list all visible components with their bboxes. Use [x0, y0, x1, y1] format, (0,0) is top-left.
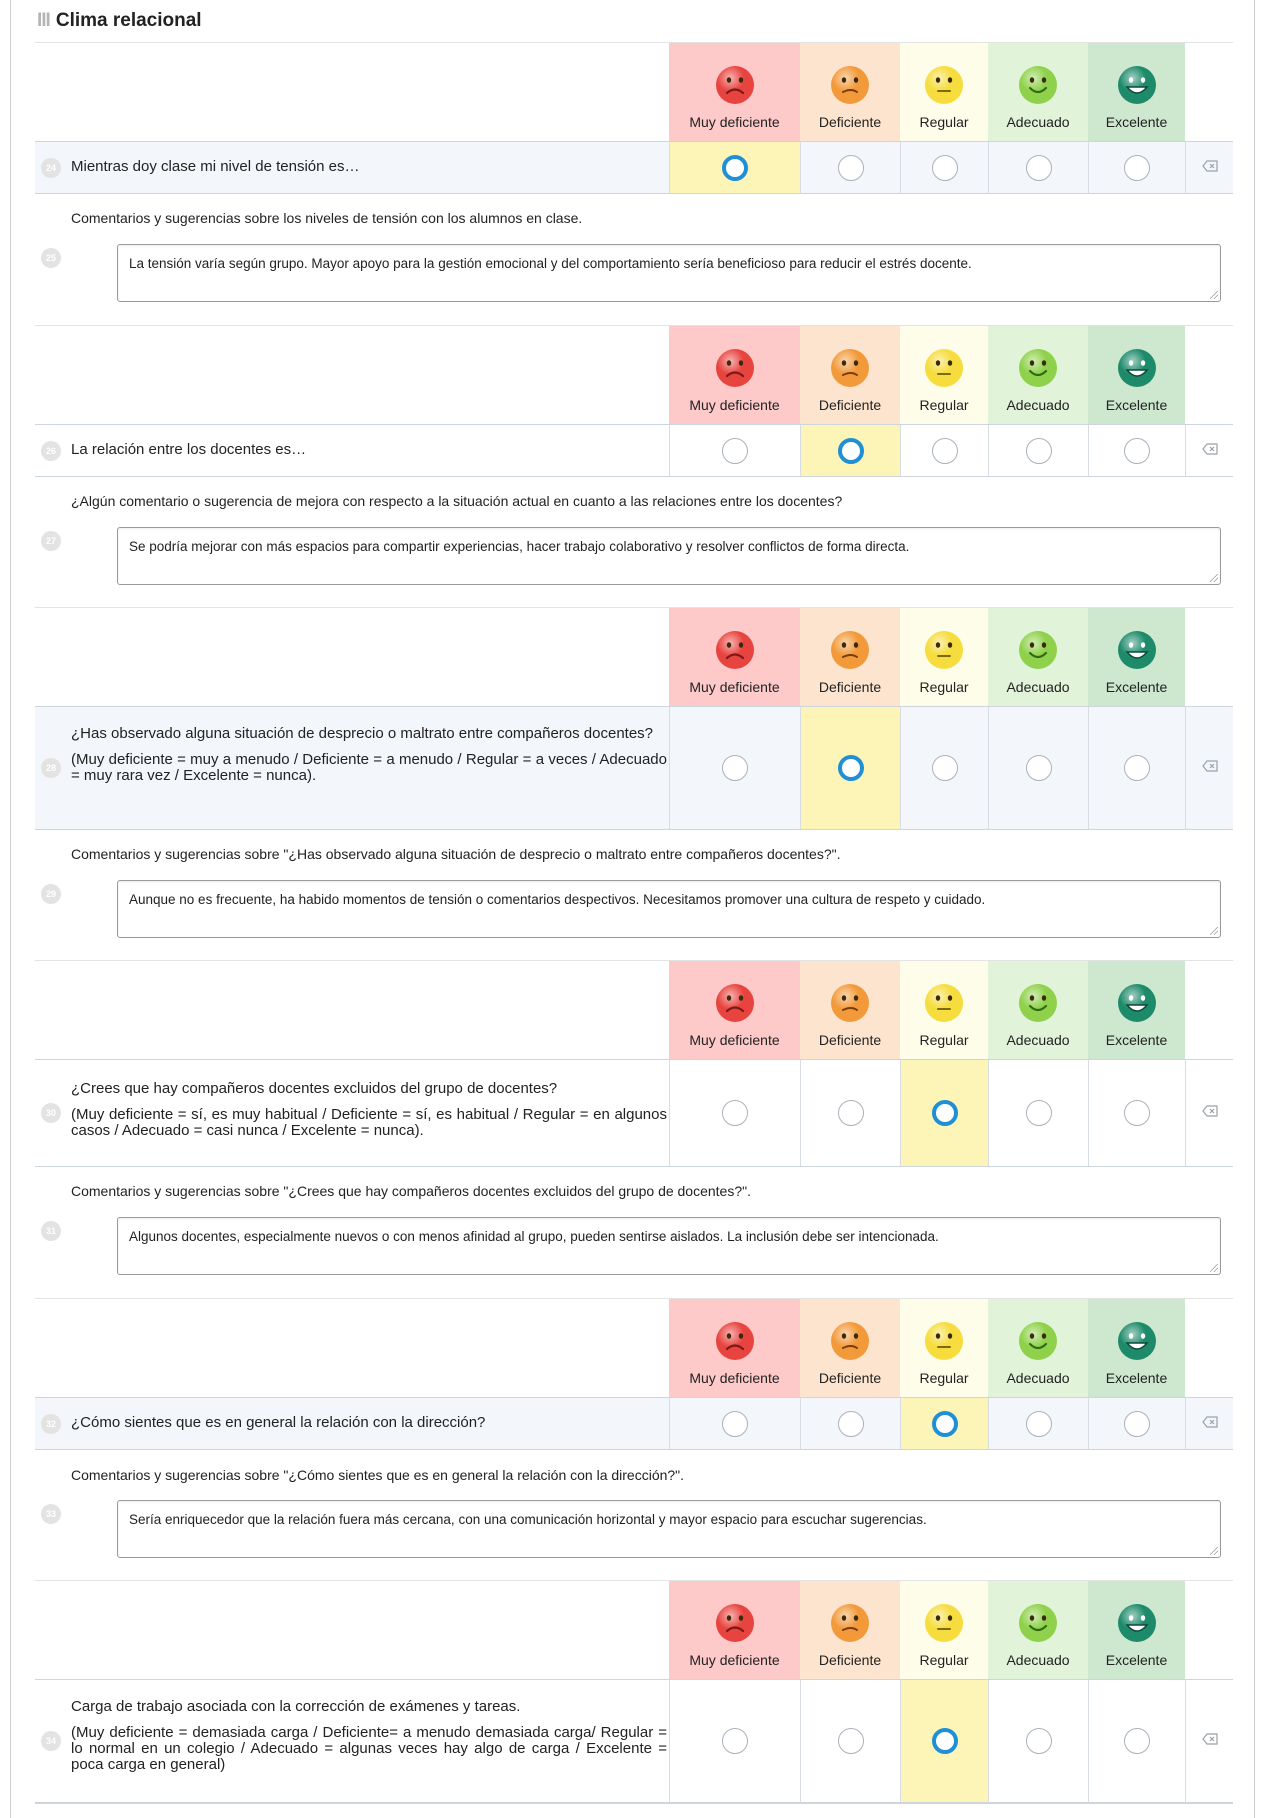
clear-cell	[1185, 142, 1233, 193]
clear-cell	[1185, 425, 1233, 476]
face-very-happy-icon	[1117, 1603, 1157, 1648]
face-neutral-icon	[924, 65, 964, 110]
clear-cell	[1185, 707, 1233, 829]
comment-textarea[interactable]: La tensión varía según grupo. Mayor apoyo para la gestión emocional y del comportamiento sería beneficioso para reducir el estrés docente.	[117, 244, 1221, 302]
scale-label: Excelente	[1105, 114, 1168, 130]
comment-textarea[interactable]: Se podría mejorar con más espacios para compartir experiencias, hacer trabajo colaborativo y resolver conflictos de forma directa.	[117, 527, 1221, 585]
rating-radio[interactable]	[722, 1411, 748, 1437]
scale-label: Adecuado	[1006, 397, 1070, 413]
scale-label: Regular	[919, 1652, 969, 1668]
scale-label: Muy deficiente	[689, 114, 780, 130]
scale-label: Muy deficiente	[689, 1370, 780, 1386]
question-label: La relación entre los docentes es…	[71, 441, 307, 458]
question-number: 30	[41, 1103, 61, 1123]
clear-selection-icon[interactable]	[1202, 1104, 1218, 1122]
scale-label: Adecuado	[1006, 679, 1070, 695]
rating-radio[interactable]	[932, 1100, 958, 1126]
face-sad-icon	[830, 1321, 870, 1366]
option-cell[interactable]	[669, 707, 800, 829]
rating-radio[interactable]	[1026, 1411, 1052, 1437]
face-sad-icon	[830, 983, 870, 1028]
rating-radio[interactable]	[722, 1100, 748, 1126]
section-title	[37, 10, 202, 32]
face-neutral-icon	[924, 983, 964, 1028]
question-note: (Muy deficiente = muy a menudo / Deficiente = a menudo / Regular = a veces / Adecuado = muy rara vez / Excelente = nunca).	[71, 751, 667, 784]
scale-label: Excelente	[1105, 1652, 1168, 1668]
scale-header-cell	[1088, 1299, 1185, 1398]
scale-label: Regular	[919, 679, 969, 695]
rating-radio[interactable]	[838, 755, 864, 781]
comment-block	[35, 1183, 1233, 1283]
option-cell[interactable]	[1088, 707, 1185, 829]
option-cell[interactable]	[669, 1060, 800, 1166]
section-bars-icon: III	[37, 10, 50, 31]
rating-radio[interactable]	[722, 1728, 748, 1754]
rating-radio[interactable]	[838, 155, 864, 181]
scale-label: Excelente	[1105, 1032, 1168, 1048]
option-cell[interactable]	[900, 1398, 988, 1449]
scale-label: Muy deficiente	[689, 1032, 780, 1048]
face-happy-icon	[1018, 1321, 1058, 1366]
scale-header	[35, 325, 1233, 424]
face-happy-icon	[1018, 630, 1058, 675]
face-happy-icon	[1018, 983, 1058, 1028]
option-cell[interactable]	[988, 707, 1088, 829]
question-number: 29	[41, 884, 61, 904]
scale-label: Deficiente	[818, 1032, 882, 1048]
scale-header-cell	[1088, 1581, 1185, 1680]
comment-block	[35, 210, 1233, 310]
question-label: ¿Cómo sientes que es en general la relación con la dirección?	[71, 1414, 486, 1431]
option-cell[interactable]	[800, 707, 900, 829]
rating-radio[interactable]	[722, 155, 748, 181]
clear-selection-icon[interactable]	[1202, 1415, 1218, 1433]
rating-radio[interactable]	[1124, 1100, 1150, 1126]
scale-label: Regular	[919, 1032, 969, 1048]
scale-label: Muy deficiente	[689, 679, 780, 695]
question-number: 32	[41, 1414, 61, 1434]
scale-label: Regular	[919, 397, 969, 413]
scale-header-cell	[900, 961, 988, 1060]
option-cell[interactable]	[900, 1060, 988, 1166]
scale-header-cell	[800, 43, 900, 142]
option-cell[interactable]	[900, 1680, 988, 1802]
question-number: 27	[41, 531, 61, 551]
question-row	[35, 706, 1233, 830]
scale-header-cell	[669, 1581, 800, 1680]
scale-label: Excelente	[1105, 397, 1168, 413]
clear-selection-icon[interactable]	[1202, 159, 1218, 177]
face-very-sad-icon	[715, 983, 755, 1028]
comment-textarea[interactable]: Aunque no es frecuente, ha habido momentos de tensión o comentarios despectivos. Necesitamos promover una cultura de respeto y cuidado.	[117, 880, 1221, 938]
scale-label: Regular	[919, 114, 969, 130]
scale-header-cell	[900, 43, 988, 142]
rating-radio[interactable]	[1026, 1100, 1052, 1126]
question-row	[35, 1397, 1233, 1450]
question-text	[71, 726, 667, 784]
clear-selection-icon[interactable]	[1202, 759, 1218, 777]
scale-header-cell	[800, 1299, 900, 1398]
option-cell[interactable]	[800, 425, 900, 476]
question-text	[71, 1081, 667, 1139]
scale-label: Adecuado	[1006, 1370, 1070, 1386]
scale-header-cell	[1088, 961, 1185, 1060]
rating-radio[interactable]	[838, 1411, 864, 1437]
rating-radio[interactable]	[722, 438, 748, 464]
question-block	[35, 1059, 1233, 1167]
rating-radio[interactable]	[1026, 755, 1052, 781]
scale-header-cell	[669, 961, 800, 1060]
scale-header	[35, 1298, 1233, 1397]
question-row	[35, 1059, 1233, 1167]
question-label: ¿Crees que hay compañeros docentes excluidos del grupo de docentes?	[71, 1080, 558, 1097]
question-row	[35, 1679, 1233, 1803]
scale-header-cell	[988, 1581, 1088, 1680]
scale-header-cell	[669, 608, 800, 707]
option-cell[interactable]	[669, 1680, 800, 1802]
option-cell[interactable]	[988, 142, 1088, 193]
scale-label: Adecuado	[1006, 114, 1070, 130]
scale-label: Excelente	[1105, 679, 1168, 695]
scale-header-row	[35, 325, 1233, 424]
rating-radio[interactable]	[932, 1411, 958, 1437]
option-cell[interactable]	[800, 1398, 900, 1449]
option-cell[interactable]	[669, 425, 800, 476]
face-neutral-icon	[924, 348, 964, 393]
scale-header-row	[35, 960, 1233, 1059]
rating-radio[interactable]	[1124, 438, 1150, 464]
question-text	[71, 159, 667, 175]
rating-radio[interactable]	[722, 755, 748, 781]
rating-radio[interactable]	[1124, 1411, 1150, 1437]
question-number: 34	[41, 1731, 61, 1751]
scale-header-cell	[900, 1581, 988, 1680]
comment-block	[35, 493, 1233, 593]
clear-cell	[1185, 1398, 1233, 1449]
scale-header-cell	[988, 608, 1088, 707]
face-happy-icon	[1018, 65, 1058, 110]
scale-header-row	[35, 1580, 1233, 1679]
option-cell[interactable]	[900, 707, 988, 829]
comment-block	[35, 1467, 1233, 1567]
rating-radio[interactable]	[932, 755, 958, 781]
question-row	[35, 141, 1233, 194]
option-cell[interactable]	[988, 1680, 1088, 1802]
scale-header	[35, 607, 1233, 706]
option-cell[interactable]	[800, 1680, 900, 1802]
option-cell[interactable]	[1088, 1680, 1185, 1802]
scale-header-row	[35, 42, 1233, 141]
face-very-sad-icon	[715, 348, 755, 393]
scale-header-cell	[1088, 43, 1185, 142]
clear-cell	[1185, 1680, 1233, 1802]
rating-radio[interactable]	[1124, 755, 1150, 781]
comment-textarea[interactable]: Algunos docentes, especialmente nuevos o con menos afinidad al grupo, pueden sentirse aislados. La inclusión debe ser intencionada.	[117, 1217, 1221, 1275]
question-block	[35, 1679, 1233, 1803]
option-cell[interactable]	[900, 425, 988, 476]
scale-label: Muy deficiente	[689, 397, 780, 413]
rating-radio[interactable]	[1124, 1728, 1150, 1754]
scale-label: Deficiente	[818, 114, 882, 130]
option-cell[interactable]	[1088, 1398, 1185, 1449]
option-cell[interactable]	[988, 425, 1088, 476]
scale-header-cell	[669, 1299, 800, 1398]
question-number: 33	[41, 1504, 61, 1524]
question-label: Carga de trabajo asociada con la corrección de exámenes y tareas.	[71, 1698, 521, 1715]
option-cell[interactable]	[988, 1060, 1088, 1166]
face-very-sad-icon	[715, 65, 755, 110]
scale-header-cell	[800, 608, 900, 707]
rating-radio[interactable]	[1026, 438, 1052, 464]
rating-radio[interactable]	[838, 1100, 864, 1126]
question-number: 25	[41, 248, 61, 268]
scale-header-cell	[988, 326, 1088, 425]
question-block	[35, 706, 1233, 830]
option-cell[interactable]	[1088, 142, 1185, 193]
comment-label: Comentarios y sugerencias sobre "¿Has observado alguna situación de desprecio o maltrato entre compañeros docentes?".	[71, 846, 841, 862]
option-cell[interactable]	[800, 142, 900, 193]
option-cell[interactable]	[1088, 1060, 1185, 1166]
question-block	[35, 424, 1233, 477]
scale-header-cell	[669, 326, 800, 425]
scale-header-cell	[900, 1299, 988, 1398]
scale-label: Deficiente	[818, 679, 882, 695]
option-cell[interactable]	[988, 1398, 1088, 1449]
option-cell[interactable]	[1088, 425, 1185, 476]
face-very-sad-icon	[715, 630, 755, 675]
question-number: 24	[41, 158, 61, 178]
face-very-happy-icon	[1117, 630, 1157, 675]
scale-header-cell	[988, 1299, 1088, 1398]
face-very-happy-icon	[1117, 983, 1157, 1028]
face-very-happy-icon	[1117, 65, 1157, 110]
question-block	[35, 141, 1233, 194]
comment-label: ¿Algún comentario o sugerencia de mejora con respecto a la situación actual en cuanto a las relaciones entre los docentes?	[71, 493, 843, 509]
question-text	[71, 1415, 667, 1431]
question-number: 28	[41, 758, 61, 778]
question-number: 31	[41, 1221, 61, 1241]
scale-header-cell	[1088, 326, 1185, 425]
scale-label: Adecuado	[1006, 1032, 1070, 1048]
question-text	[71, 442, 667, 458]
comment-label: Comentarios y sugerencias sobre "¿Cómo sientes que es en general la relación con la dirección?".	[71, 1467, 685, 1483]
question-number: 26	[41, 441, 61, 461]
scale-header-cell	[669, 43, 800, 142]
scale-header-cell	[988, 961, 1088, 1060]
rating-radio[interactable]	[932, 155, 958, 181]
scale-label: Deficiente	[818, 1652, 882, 1668]
clear-selection-icon[interactable]	[1202, 1732, 1218, 1750]
option-cell[interactable]	[900, 142, 988, 193]
face-sad-icon	[830, 630, 870, 675]
scale-label: Deficiente	[818, 1370, 882, 1386]
clear-cell	[1185, 1060, 1233, 1166]
rating-radio[interactable]	[932, 1728, 958, 1754]
scale-header-row	[35, 607, 1233, 706]
question-block	[35, 1397, 1233, 1450]
scale-label: Muy deficiente	[689, 1652, 780, 1668]
scale-label: Adecuado	[1006, 1652, 1070, 1668]
question-row	[35, 424, 1233, 477]
option-cell[interactable]	[669, 1398, 800, 1449]
question-text	[71, 1699, 667, 1773]
option-cell[interactable]	[669, 142, 800, 193]
face-very-sad-icon	[715, 1603, 755, 1648]
face-sad-icon	[830, 1603, 870, 1648]
rating-radio[interactable]	[932, 438, 958, 464]
face-happy-icon	[1018, 1603, 1058, 1648]
scale-label: Deficiente	[818, 397, 882, 413]
scale-label: Excelente	[1105, 1370, 1168, 1386]
question-label: ¿Has observado alguna situación de desprecio o maltrato entre compañeros docentes?	[71, 725, 654, 742]
scale-header-cell	[800, 1581, 900, 1680]
scale-header	[35, 42, 1233, 141]
comment-label: Comentarios y sugerencias sobre "¿Crees que hay compañeros docentes excluidos del grupo de docentes?".	[71, 1183, 751, 1199]
comment-block	[35, 846, 1233, 946]
scale-header-cell	[800, 326, 900, 425]
option-cell[interactable]	[800, 1060, 900, 1166]
face-very-happy-icon	[1117, 348, 1157, 393]
scale-label: Regular	[919, 1370, 969, 1386]
face-neutral-icon	[924, 630, 964, 675]
comment-label: Comentarios y sugerencias sobre los niveles de tensión con los alumnos en clase.	[71, 210, 583, 226]
scale-header	[35, 960, 1233, 1059]
face-sad-icon	[830, 348, 870, 393]
face-very-happy-icon	[1117, 1321, 1157, 1366]
scale-header-cell	[988, 43, 1088, 142]
clear-selection-icon[interactable]	[1202, 442, 1218, 460]
rating-radio[interactable]	[1026, 155, 1052, 181]
section-title-text: Clima relacional	[55, 10, 202, 31]
rating-radio[interactable]	[1124, 155, 1150, 181]
face-sad-icon	[830, 65, 870, 110]
scale-header-cell	[900, 326, 988, 425]
face-neutral-icon	[924, 1321, 964, 1366]
scale-header-cell	[900, 608, 988, 707]
rating-radio[interactable]	[838, 1728, 864, 1754]
question-note: (Muy deficiente = sí, es muy habitual / Deficiente = sí, es habitual / Regular = en algunos casos / Adecuado = casi nunca / Excelente = nunca).	[71, 1106, 667, 1139]
comment-textarea[interactable]: Sería enriquecedor que la relación fuera más cercana, con una comunicación horizontal y mayor espacio para escuchar sugerencias.	[117, 1500, 1221, 1558]
scale-header-cell	[1088, 608, 1185, 707]
question-label: Mientras doy clase mi nivel de tensión es…	[71, 158, 360, 175]
rating-radio[interactable]	[1026, 1728, 1052, 1754]
face-neutral-icon	[924, 1603, 964, 1648]
face-happy-icon	[1018, 348, 1058, 393]
scale-header-row	[35, 1298, 1233, 1397]
divider	[35, 1803, 1233, 1804]
scale-header-cell	[800, 961, 900, 1060]
question-note: (Muy deficiente = demasiada carga / Deficiente= a menudo demasiada carga/ Regular = lo normal en un colegio / Adecuado = algunas veces hay algo de carga / Excelente = poca carga en general)	[71, 1724, 667, 1773]
scale-header	[35, 1580, 1233, 1679]
face-very-sad-icon	[715, 1321, 755, 1366]
rating-radio[interactable]	[838, 438, 864, 464]
